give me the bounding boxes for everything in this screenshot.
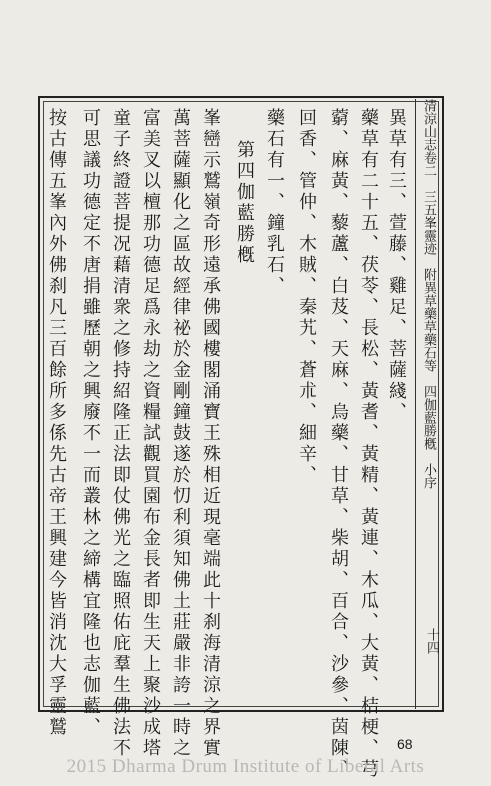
subsection-title: 附異草藥草藥石等 <box>421 268 436 372</box>
section-title: 三五峯靈迹 <box>421 190 436 255</box>
text-column-7: 峯巒示鷲嶺奇形遠承佛國樓閣涌寶王殊相近現毫端此十刹海清涼之界實 <box>200 108 221 759</box>
section-heading: 第四伽藍勝槪 <box>234 140 255 266</box>
margin-heading <box>415 99 441 709</box>
volume-title: 清涼山志卷二 <box>421 99 436 177</box>
text-column-5: 藥石有一、鐘乳石、 <box>264 108 285 297</box>
text-column-8: 萬菩薩顯化之區故經律祕於金剛鐘鼓遂於忉利須知佛土莊嚴非誇一時之 <box>170 108 191 759</box>
margin-page-number: 十四 <box>424 628 439 654</box>
text-column-12: 按古傳五峯內外佛刹凡三百餘所多係先古帝王興建今皆消沈大孚靈鷲 <box>46 108 67 738</box>
text-column-9: 富美叉以檀那功德足爲永劫之資糧試觀買園布金長者即生天上聚沙成塔 <box>140 108 161 759</box>
text-column-3: 藭、麻黃、藜蘆、白芨、天麻、烏藥、甘草、柴胡、百合、沙參、茵陳、 <box>328 108 349 780</box>
text-column-2: 藥草有二十五、茯苓、長松、黃耆、黃精、黃連、木瓜、大黃、桔梗、芎 <box>358 108 379 780</box>
text-column-10: 童子終證菩提况藉清衆之修持紹隆正法即仗佛光之臨照佑庇羣生佛法不 <box>110 108 131 759</box>
page-number: 68 <box>397 736 413 752</box>
preface-label: 小序 <box>421 463 436 489</box>
next-section-title: 四伽藍勝槪 <box>421 385 436 450</box>
text-column-11: 可思議功德定不唐捐雖歷朝之興廢不一而叢林之締構宜隆也志伽藍、 <box>80 108 101 738</box>
text-column-1: 異草有三、萱藤、雞足、菩薩綫、 <box>386 108 407 423</box>
copyright-watermark: 2015 Dharma Drum Institute of Liberal Arts <box>66 756 425 777</box>
text-column-4: 回香、管仲、木賊、秦艽、蒼朮、細辛、 <box>296 108 317 486</box>
